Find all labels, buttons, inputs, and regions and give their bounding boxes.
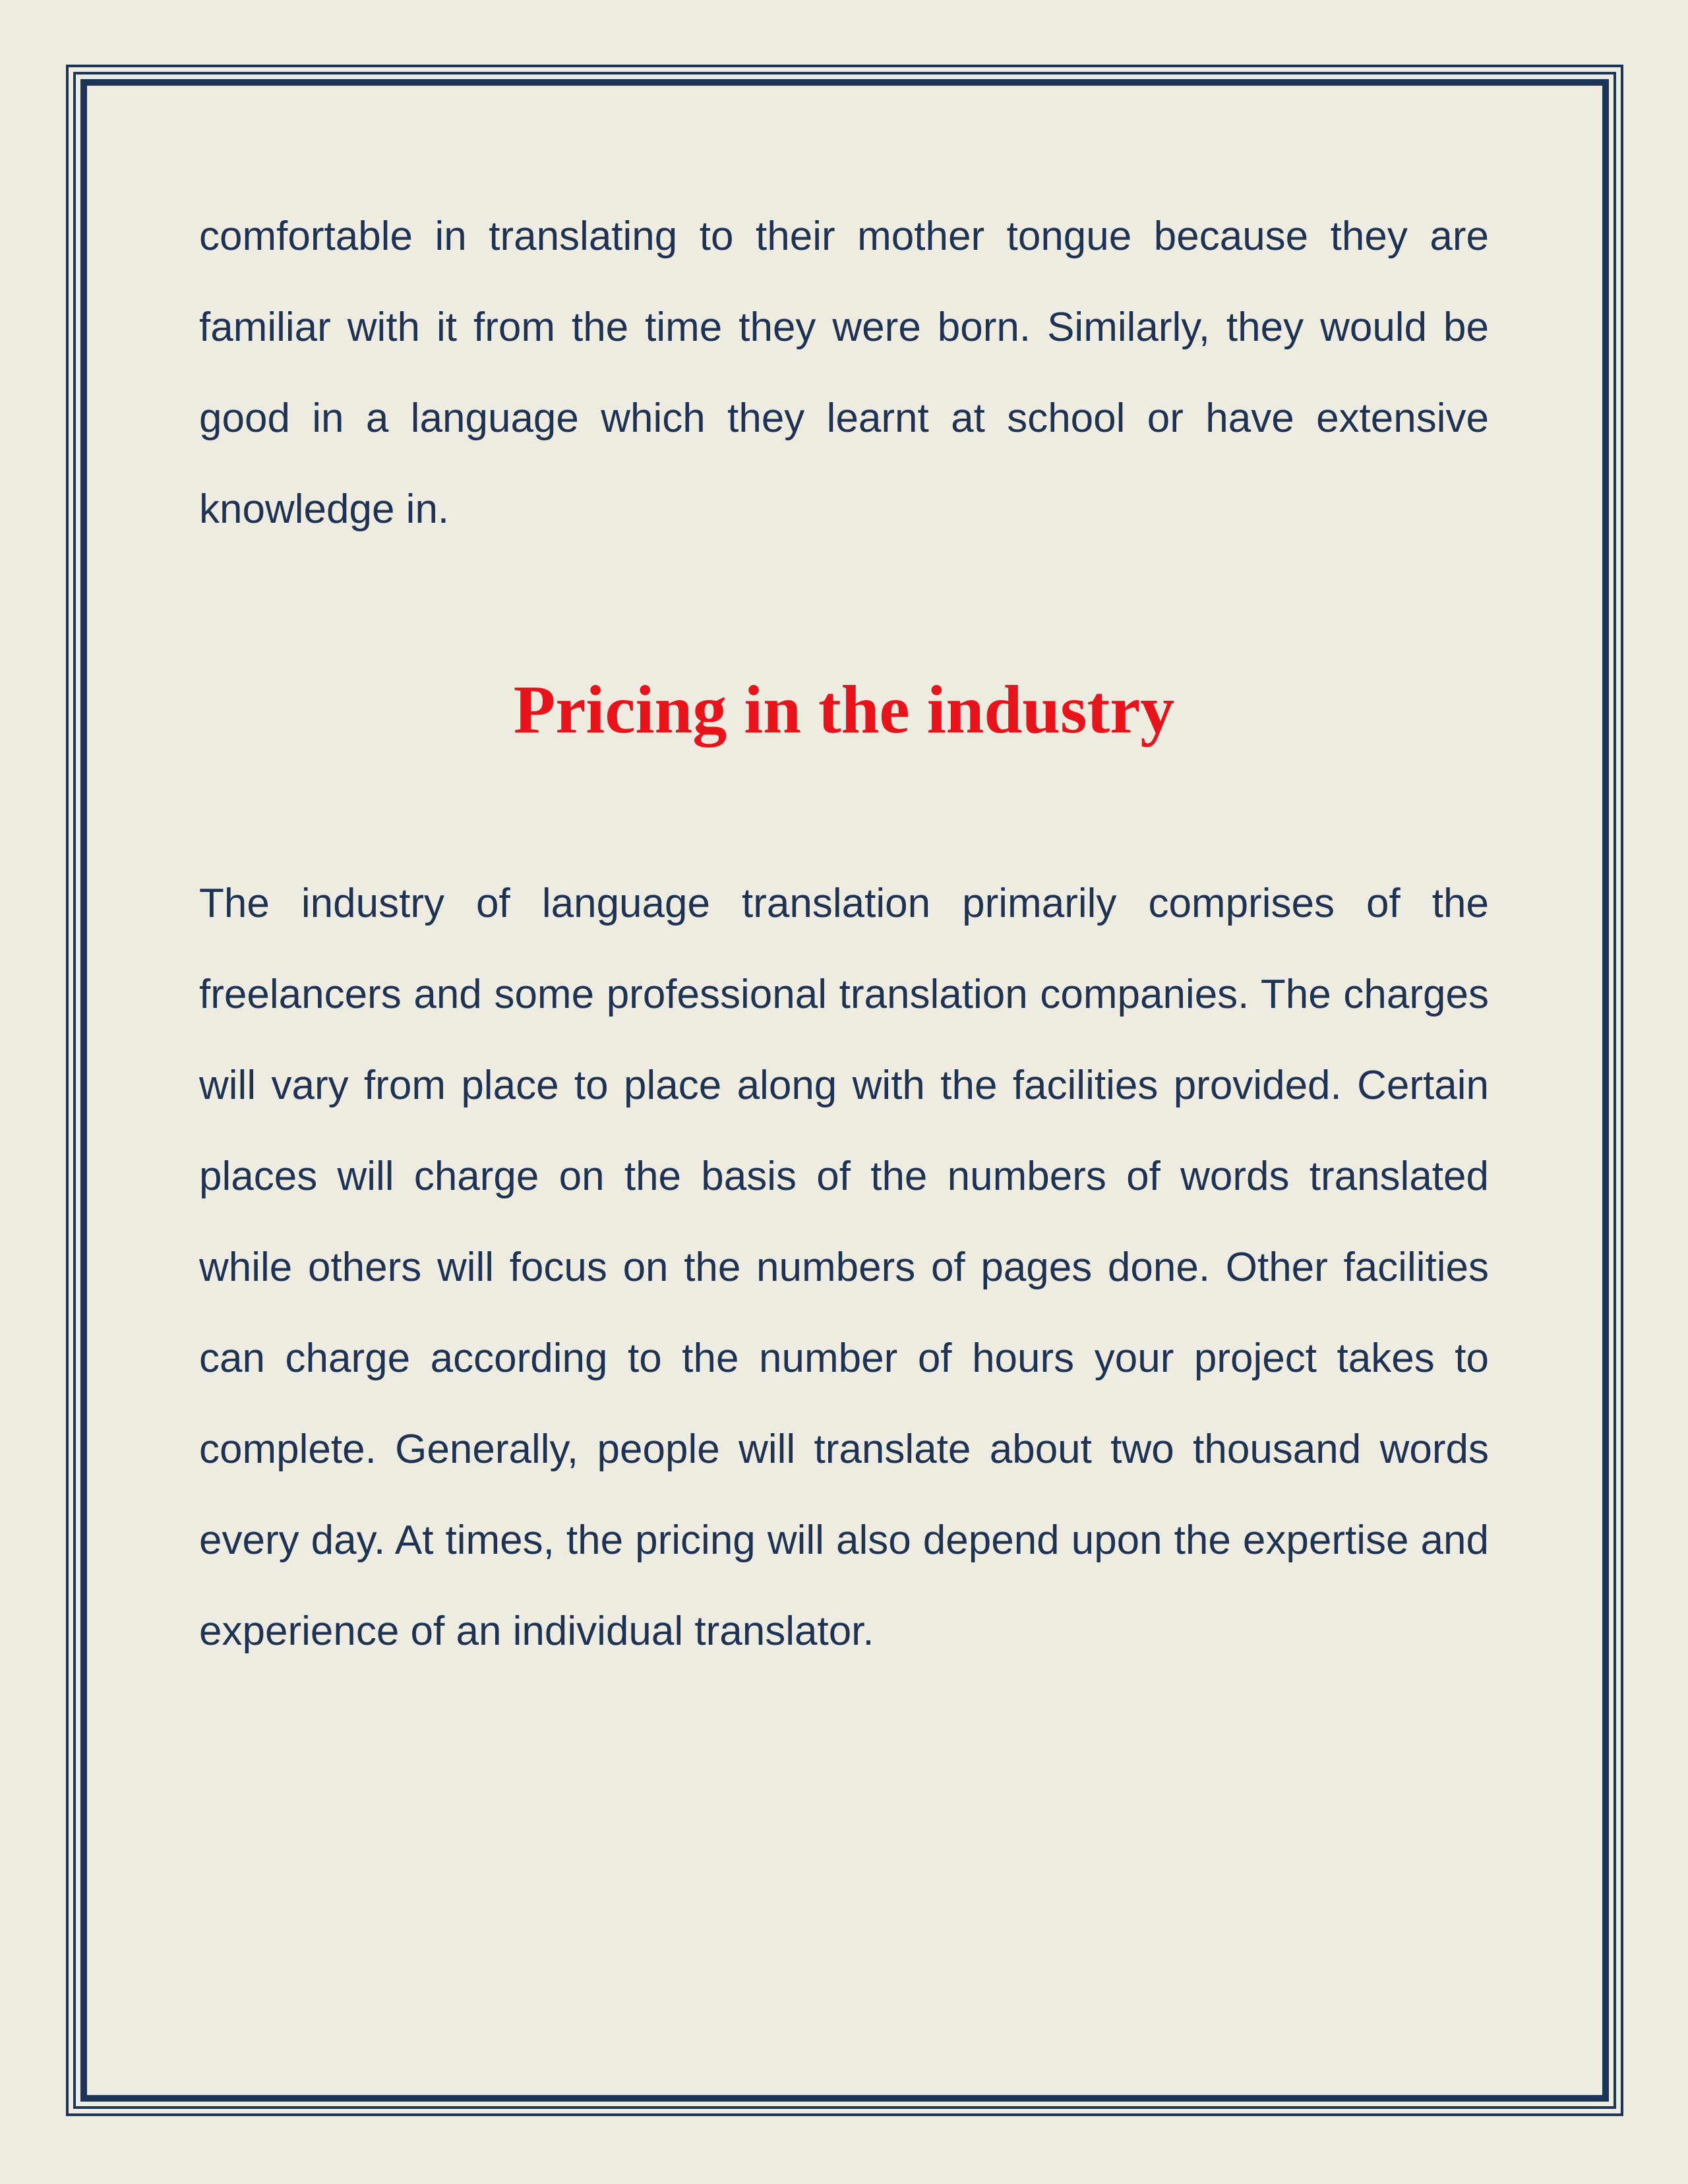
section-heading: Pricing in the industry [513, 672, 1175, 748]
paragraph-continuation: comfortable in translating to their mother tongue because they are familiar with it from the time they were born. Similarly, they would be good in a language which they learnt at school or have extensive knowledge in. [199, 214, 1489, 532]
paragraph-pricing: The industry of language translation primarily comprises of the freelancers and some professional translation companies. The charges will vary from place to place along with the facilities provided. Certain places will charge on the basis of the numbers of words translated while others will focus on the numbers of pages done. Other facilities can charge according to the number of hours your project takes to complete. Generally, people will translate about two thousand words every day. At times, the pricing will also depend upon the expertise and experience of an individual translator. [199, 881, 1489, 1654]
page-content [199, 191, 1489, 1677]
